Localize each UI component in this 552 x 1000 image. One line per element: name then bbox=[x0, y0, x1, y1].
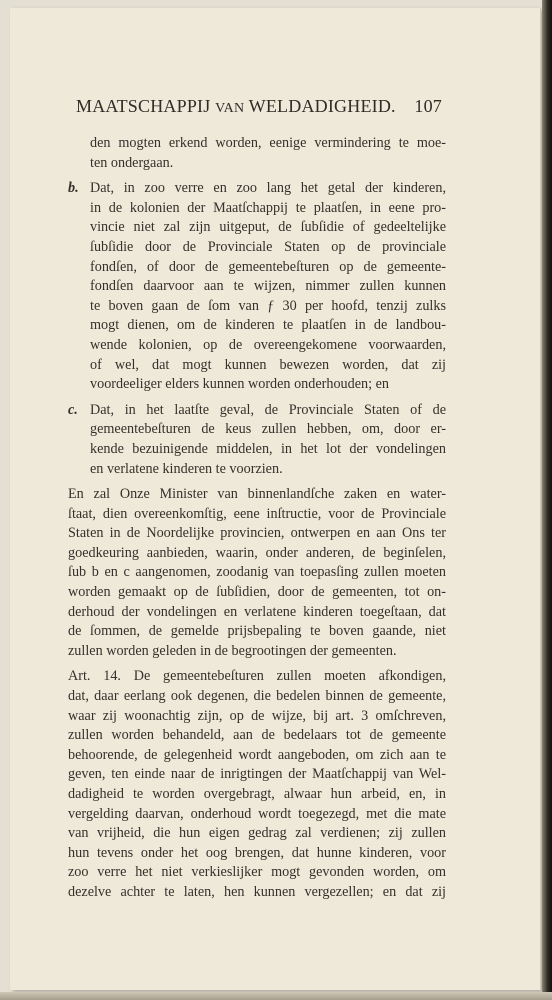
text-line: vergelding daarvan, onderhoud wordt toegezegd, met die mate bbox=[68, 805, 446, 822]
text-line: behoorende, de gelegenheid wordt aangeboden, om zich aan te bbox=[68, 746, 446, 763]
text-line: de ſommen, de gemelde prijsbepaling te boven gaande, niet bbox=[68, 623, 446, 640]
text-line: waar zij woonachtig zijn, op de wijze, bij art. 3 omſchreven, bbox=[68, 707, 446, 724]
page-bottom-edge bbox=[0, 992, 552, 1000]
text-line: van vrijheid, die hun eigen gedrag zal verdienen; zij zullen bbox=[68, 825, 446, 842]
book-spine-shadow bbox=[542, 0, 552, 1000]
text-line: gemeentebeſturen de keus zullen hebben, om, door er- bbox=[90, 421, 446, 438]
text-line: Art. 14. De gemeentebeſturen zullen moeten afkondigen, bbox=[68, 668, 446, 685]
item-letter: c. bbox=[68, 401, 78, 418]
text-line: worden gemaakt op de ſubſidien, door de gemeenten, tot on- bbox=[68, 584, 446, 601]
text-line: dat, daar eerlang ook degenen, die bedelen binnen de gemeente, bbox=[68, 688, 446, 705]
text-line: ſtaat, dien overeenkomſtig, eene inſtructie, voor de Provinciale bbox=[68, 505, 446, 522]
continuation-text bbox=[68, 134, 446, 173]
list-item-c bbox=[68, 401, 446, 479]
text-line: wende kolonien, op de overeengekomene voorwaarden, bbox=[90, 336, 446, 353]
header-title-a: MAATSCHAPPIJ bbox=[76, 96, 211, 116]
header-title-van: VAN bbox=[215, 101, 245, 116]
text-line: ten ondergaan. bbox=[90, 154, 174, 171]
text-line: c. Dat, in het laatſte geval, de Provinciale Staten of de bbox=[68, 401, 446, 421]
running-header bbox=[76, 96, 442, 117]
text-line: en verlatene kinderen te voorzien. bbox=[90, 460, 283, 477]
text-line: fondſen, of door de gemeentebeſturen op de gemeente- bbox=[90, 258, 446, 275]
text-line: vincie niet zal zijn uitgeput, de ſubſidie of gedeeltelijke bbox=[90, 219, 446, 236]
paragraph-minister bbox=[68, 485, 446, 661]
text-line: dezelve achter te laten, hen kunnen vergezellen; en dat zij bbox=[68, 883, 446, 900]
paragraph-article-14 bbox=[68, 667, 446, 902]
text-line: zullen worden geleden in de begrootingen der gemeenten. bbox=[68, 642, 397, 659]
text-line: te boven gaan de ſom van ƒ 30 per hoofd, tenzij zulks bbox=[90, 297, 446, 314]
text-line: fondſen daarvoor aan te wijzen, nimmer zullen kunnen bbox=[90, 278, 446, 295]
text-line: mogt dienen, om de kinderen te plaatſen in de landbou- bbox=[90, 317, 446, 334]
header-title-b: WELDADIGHEID. bbox=[248, 96, 396, 116]
text-line: ſubſidie door de Provinciale Staten op de provinciale bbox=[90, 238, 446, 255]
page-body bbox=[68, 134, 446, 903]
text-line: ſub b en c aangenomen, zoodanig van toepasſing zullen moeten bbox=[68, 564, 446, 581]
text-line: Staten in de Noordelijke provincien, ontwerpen en aan Ons ter bbox=[68, 525, 446, 542]
text-line: zoo verre het niet verkieslijker mogt gevonden worden, om bbox=[68, 864, 446, 881]
item-letter: b. bbox=[68, 180, 79, 197]
text-line: b. Dat, in zoo verre en zoo lang het getal der kinderen, bbox=[68, 179, 446, 199]
text-line: den mogten erkend worden, eenige vermindering te moe- bbox=[90, 135, 446, 151]
text-line: of wel, dat mogt kunnen bewezen worden, dat zij bbox=[90, 356, 446, 373]
text-line: hun tevens onder het oog brengen, dat hunne kinderen, voor bbox=[68, 844, 446, 861]
text-line: dadigheid te worden overgebragt, alwaar hun arbeid, en, in bbox=[68, 786, 446, 802]
text-line: derhoud der vondelingen en verlatene kinderen toegeſtaan, dat bbox=[68, 603, 446, 620]
text-line: in de kolonien der Maatſchappij te plaatſen, in eene pro- bbox=[90, 199, 446, 216]
text-line: voordeeliger elders kunnen worden onderhouden; en bbox=[90, 376, 390, 393]
text-line: zullen worden behandeld, aan de bedelaars tot de gemeente bbox=[68, 727, 446, 744]
page-number: 107 bbox=[414, 96, 442, 116]
text-line: geven, ten einde naar de inrigtingen der Maatſchappij van Wel- bbox=[68, 766, 446, 783]
text-line: En zal Onze Minister van binnenlandſche zaken en water- bbox=[68, 486, 446, 503]
book-page bbox=[10, 8, 540, 990]
text-line: kende bezuinigende middelen, in het lot der vondelingen bbox=[90, 440, 446, 457]
list-item-b bbox=[68, 179, 446, 395]
text-line: goedkeuring aanbieden, waarin, onder anderen, de beginſelen, bbox=[68, 544, 446, 561]
